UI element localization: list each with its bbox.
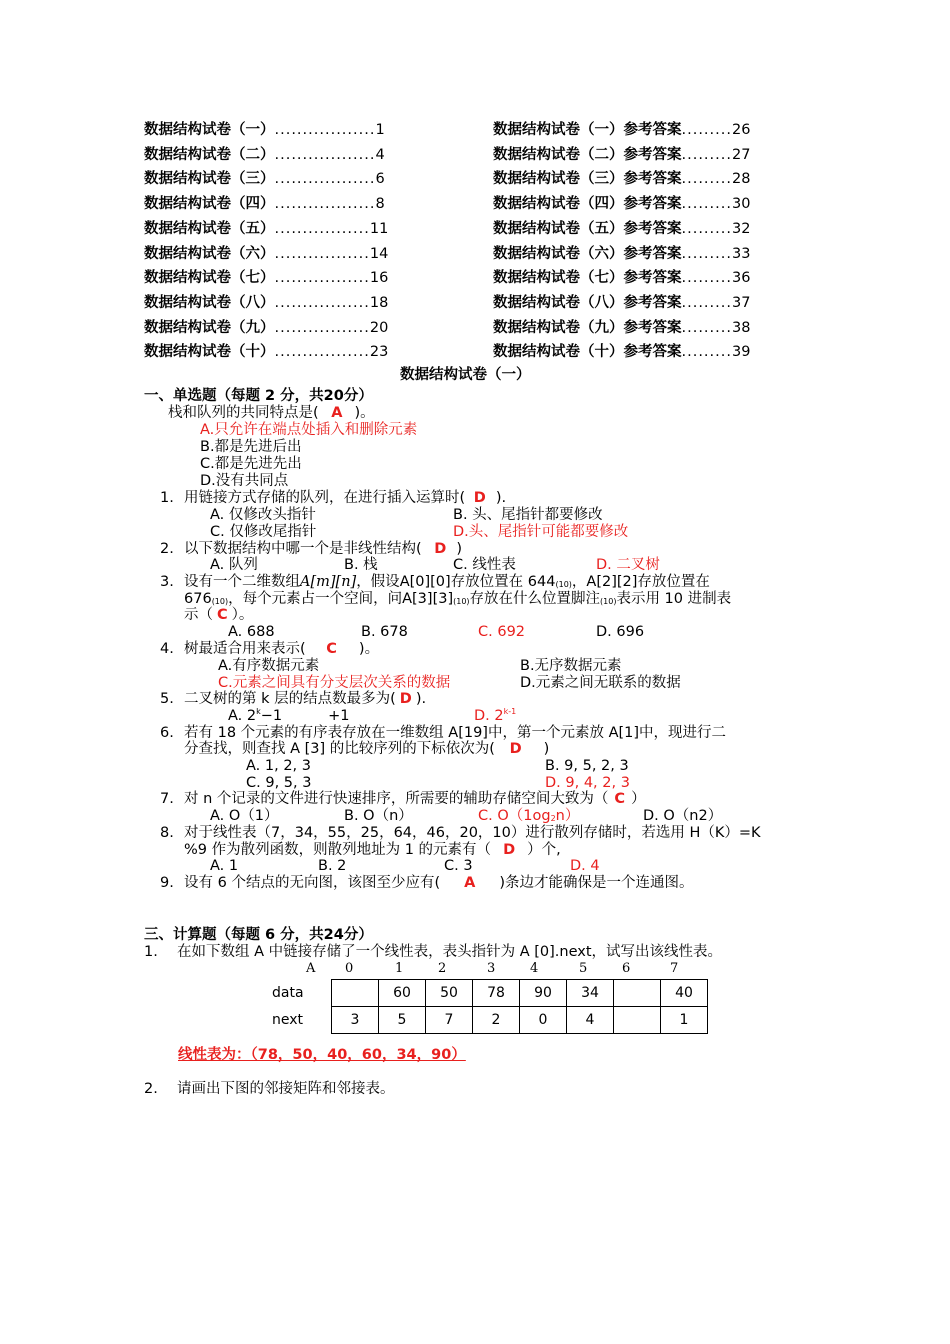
toc-entry[interactable]	[144, 194, 385, 214]
q5-option-d: D. 2$^{k-1}$	[474, 707, 517, 724]
toc-entry[interactable]	[493, 342, 750, 362]
question-3-line1: 3. 设有一个二维数组A[m][n]，假设A[0][0]存放位置在 $644_{(10)}$，A[2][2]存放位置在	[160, 574, 710, 590]
toc-page-number: 37	[731, 294, 751, 311]
table-cell: 2	[473, 1007, 520, 1034]
q2-option-c: C. 线性表	[453, 557, 516, 573]
q8-option-d: D. 4	[570, 858, 600, 874]
calc-question-1: 1. 在如下数组 A 中链接存储了一个线性表，表头指针为 A [0].next，试写出该线性表。	[144, 944, 723, 960]
q7-option-d: D. O（n2）	[643, 808, 723, 824]
table-cell: 0	[520, 1007, 567, 1034]
table-cell	[332, 980, 379, 1007]
toc-leader: ..................	[274, 196, 376, 213]
toc-page-number: 33	[731, 245, 751, 262]
q0-option-c: C.都是先进先出	[200, 456, 302, 472]
toc-page-number: 20	[369, 319, 389, 336]
array-index: 3	[487, 961, 496, 976]
table-row	[268, 980, 708, 1007]
q2-option-b: B. 栈	[344, 557, 378, 573]
q1-option-b: B. 头、尾指针都要修改	[453, 507, 603, 523]
toc-title: 数据结构试卷（九）参考答案	[493, 319, 682, 336]
toc-page-number: 23	[369, 344, 389, 361]
toc-title: 数据结构试卷（三）	[144, 171, 275, 188]
toc-entry[interactable]	[144, 169, 385, 189]
toc-leader: .................	[274, 270, 370, 287]
toc-page-number: 30	[731, 196, 751, 213]
q8-option-b: B. 2	[318, 858, 347, 874]
question-6-line1: 6. 若有 18 个元素的有序表存放在一维数组 A[19]中，第一个元素放 A[1]中，现进行二	[160, 725, 727, 741]
exam-title: 数据结构试卷（一）	[400, 367, 531, 383]
toc-entry[interactable]	[493, 219, 750, 239]
q7-option-b: B. O（n）	[344, 808, 413, 824]
table-cell: 5	[379, 1007, 426, 1034]
q5-option-a: A. $2^k-1 +1$	[228, 707, 350, 724]
toc-leader: ..................	[274, 122, 376, 138]
q1-option-a: A. 仅修改头指针	[210, 507, 316, 523]
table-cell: 90	[520, 980, 567, 1007]
toc-leader: .........	[681, 122, 732, 138]
question-3-line2: $676_{(10)}$，每个元素占一个空间，问$A[3][3]_{(10)}$存放在什么位置脚注$_{(10)}$表示用 10 进制表	[184, 591, 732, 607]
toc-title: 数据结构试卷（九）	[144, 319, 275, 336]
array-index: 7	[670, 961, 679, 976]
q8-option-c: C. 3	[444, 858, 473, 874]
toc-title: 数据结构试卷（七）参考答案	[493, 270, 682, 287]
table-cell: 7	[426, 1007, 473, 1034]
toc-entry[interactable]	[144, 268, 388, 288]
toc-page-number: 28	[731, 171, 751, 188]
toc-page-number: 27	[731, 146, 751, 163]
array-index: 1	[395, 961, 404, 976]
table-cell: 1	[661, 1007, 708, 1034]
toc-entry[interactable]	[144, 244, 388, 264]
q3-option-b: B. 678	[361, 624, 408, 640]
toc-page-number: 38	[731, 319, 751, 336]
linked-array-table	[268, 979, 708, 1034]
toc-leader: .........	[681, 319, 732, 336]
toc-page-number: 1	[375, 122, 385, 138]
toc-leader: .................	[274, 220, 370, 237]
array-index: 2	[438, 961, 447, 976]
question-9: 9. 设有 6 个结点的无向图，该图至少应有( A )条边才能确保是一个连通图。	[160, 875, 694, 891]
toc-title: 数据结构试卷（七）	[144, 270, 275, 287]
question-0: 栈和队列的共同特点是( A )。	[168, 405, 375, 421]
toc-page-number: 18	[369, 294, 389, 311]
toc-title: 数据结构试卷（八）参考答案	[493, 294, 682, 311]
question-8-line1: 8. 对于线性表（7，34，55，25，64，46，20，10）进行散列存储时，若选用 H（K）=K	[160, 825, 761, 841]
toc-title: 数据结构试卷（五）	[144, 220, 275, 237]
row-label: next	[272, 1012, 304, 1028]
question-1: 1. 用链接方式存储的队列，在进行插入运算时( D ).	[160, 490, 507, 506]
toc-page-number: 39	[731, 344, 751, 361]
toc-page-number: 36	[731, 270, 751, 287]
toc-leader: .................	[274, 294, 370, 311]
toc-leader: .........	[681, 146, 732, 163]
table-cell	[614, 980, 661, 1007]
toc-page-number: 16	[369, 270, 389, 287]
toc-entry[interactable]	[493, 120, 750, 140]
toc-leader: .................	[274, 245, 370, 262]
toc-entry[interactable]	[493, 318, 750, 338]
table-cell	[614, 1007, 661, 1034]
question-6-line2: 分查找，则查找 A [3] 的比较序列的下标依次为( D )	[184, 741, 550, 757]
row-label: data	[272, 985, 304, 1001]
toc-page-number: 14	[369, 245, 389, 262]
q8-option-a: A. 1	[210, 858, 239, 874]
calc-answer-1: 线性表为：（78，50，40，60，34，90）	[178, 1047, 466, 1063]
toc-title: 数据结构试卷（六）	[144, 245, 275, 262]
toc-title: 数据结构试卷（八）	[144, 294, 275, 311]
toc-title: 数据结构试卷（十）参考答案	[493, 344, 682, 361]
toc-title: 数据结构试卷（三）参考答案	[493, 171, 682, 188]
toc-leader: .................	[274, 344, 370, 361]
array-index: 6	[622, 961, 631, 976]
table-cell: 60	[379, 980, 426, 1007]
question-5: 5. 二叉树的第 k 层的结点数最多为( D ).	[160, 691, 427, 707]
q1-option-c: C. 仅修改尾指针	[210, 524, 317, 540]
toc-leader: .........	[681, 270, 732, 287]
toc-entry[interactable]	[144, 219, 388, 239]
toc-title: 数据结构试卷（十）	[144, 344, 275, 361]
q4-option-d: D.元素之间无联系的数据	[520, 675, 681, 691]
question-3-line3: 示（ C ）。	[184, 607, 254, 623]
q6-option-c: C. 9, 5, 3	[246, 775, 312, 791]
question-7: 7. 对 n 个记录的文件进行快速排序，所需要的辅助存储空间大致为（ C ）	[160, 791, 646, 807]
toc-entry[interactable]	[144, 293, 388, 313]
q3-option-c: C. 692	[478, 624, 526, 640]
toc-entry[interactable]	[493, 169, 750, 189]
toc-entry[interactable]	[144, 120, 385, 140]
toc-page-number: 26	[731, 122, 751, 138]
toc-entry[interactable]	[144, 318, 388, 338]
q2-option-d: D. 二叉树	[596, 557, 660, 573]
toc-entry[interactable]	[493, 293, 750, 313]
toc-entry[interactable]	[144, 342, 388, 362]
q6-option-d: D. 9, 4, 2, 3	[545, 775, 630, 791]
toc-entry[interactable]	[493, 268, 750, 288]
toc-page-number: 11	[369, 220, 389, 237]
q0-option-b: B.都是先进后出	[200, 439, 302, 455]
toc-title: 数据结构试卷（五）参考答案	[493, 220, 682, 237]
question-4: 4. 树最适合用来表示( C )。	[160, 641, 380, 657]
table-cell: 40	[661, 980, 708, 1007]
array-index: 4	[530, 961, 539, 976]
toc-leader: .........	[681, 196, 732, 213]
toc-page-number: 32	[731, 220, 751, 237]
q0-option-a: A.只允许在端点处插入和删除元素	[200, 422, 418, 438]
toc-entry[interactable]	[144, 145, 385, 165]
toc-leader: .........	[681, 220, 732, 237]
q4-option-c: C.元素之间具有分支层次关系的数据	[218, 675, 451, 691]
toc-leader: .................	[274, 319, 370, 336]
question-2: 2. 以下数据结构中哪一个是非线性结构( D )	[160, 541, 462, 557]
toc-leader: .........	[681, 294, 732, 311]
toc-title: 数据结构试卷（四）	[144, 196, 275, 213]
array-index: 0	[345, 961, 354, 976]
toc-title: 数据结构试卷（六）参考答案	[493, 245, 682, 262]
section-calculation: 三、计算题（每题 6 分，共24分）	[144, 927, 373, 943]
toc-title: 数据结构试卷（一）参考答案	[493, 122, 682, 138]
toc-title: 数据结构试卷（二）参考答案	[493, 146, 682, 163]
toc-page-number: 8	[375, 196, 385, 213]
array-index: 5	[579, 961, 588, 976]
table-row	[268, 1007, 708, 1034]
q7-option-a: A. O（1）	[210, 808, 279, 824]
toc-leader: .........	[681, 171, 732, 188]
q1-option-d: D.头、尾指针可能都要修改	[453, 524, 629, 540]
toc-leader: ..................	[274, 146, 376, 163]
table-cell: 4	[567, 1007, 614, 1034]
question-8-line2: %9 作为散列函数，则散列地址为 1 的元素有（ D ）个,	[184, 842, 561, 858]
toc-page-number: 4	[375, 146, 385, 163]
toc-page-number: 6	[375, 171, 385, 188]
toc-entry[interactable]	[493, 145, 750, 165]
q7-option-c: C. $O(1og_2n)$	[478, 808, 580, 824]
toc-leader: .........	[681, 344, 732, 361]
q3-option-a: A. 688	[228, 624, 275, 640]
q4-option-a: A.有序数据元素	[218, 658, 320, 674]
toc-entry[interactable]	[493, 244, 750, 264]
toc-title: 数据结构试卷（四）参考答案	[493, 196, 682, 213]
table-cell: 3	[332, 1007, 379, 1034]
q3-option-d: D. 696	[596, 624, 645, 640]
q0-option-d: D.没有共同点	[200, 473, 289, 489]
calc-question-2: 2. 请画出下图的邻接矩阵和邻接表。	[144, 1081, 395, 1097]
q6-option-a: A. 1, 2, 3	[246, 758, 311, 774]
toc-leader: ..................	[274, 171, 376, 188]
array-index: A	[306, 961, 316, 976]
table-cell: 78	[473, 980, 520, 1007]
table-cell: 50	[426, 980, 473, 1007]
toc-leader: .........	[681, 245, 732, 262]
table-cell: 34	[567, 980, 614, 1007]
toc-title: 数据结构试卷（一）	[144, 122, 275, 138]
toc-entry[interactable]	[493, 194, 750, 214]
section-single-choice: 一、单选题（每题 2 分，共20分）	[144, 388, 373, 404]
answer: A	[331, 405, 343, 421]
q4-option-b: B.无序数据元素	[520, 658, 622, 674]
q6-option-b: B. 9, 5, 2, 3	[545, 758, 629, 774]
q2-option-a: A. 队列	[210, 557, 258, 573]
toc-title: 数据结构试卷（二）	[144, 146, 275, 163]
